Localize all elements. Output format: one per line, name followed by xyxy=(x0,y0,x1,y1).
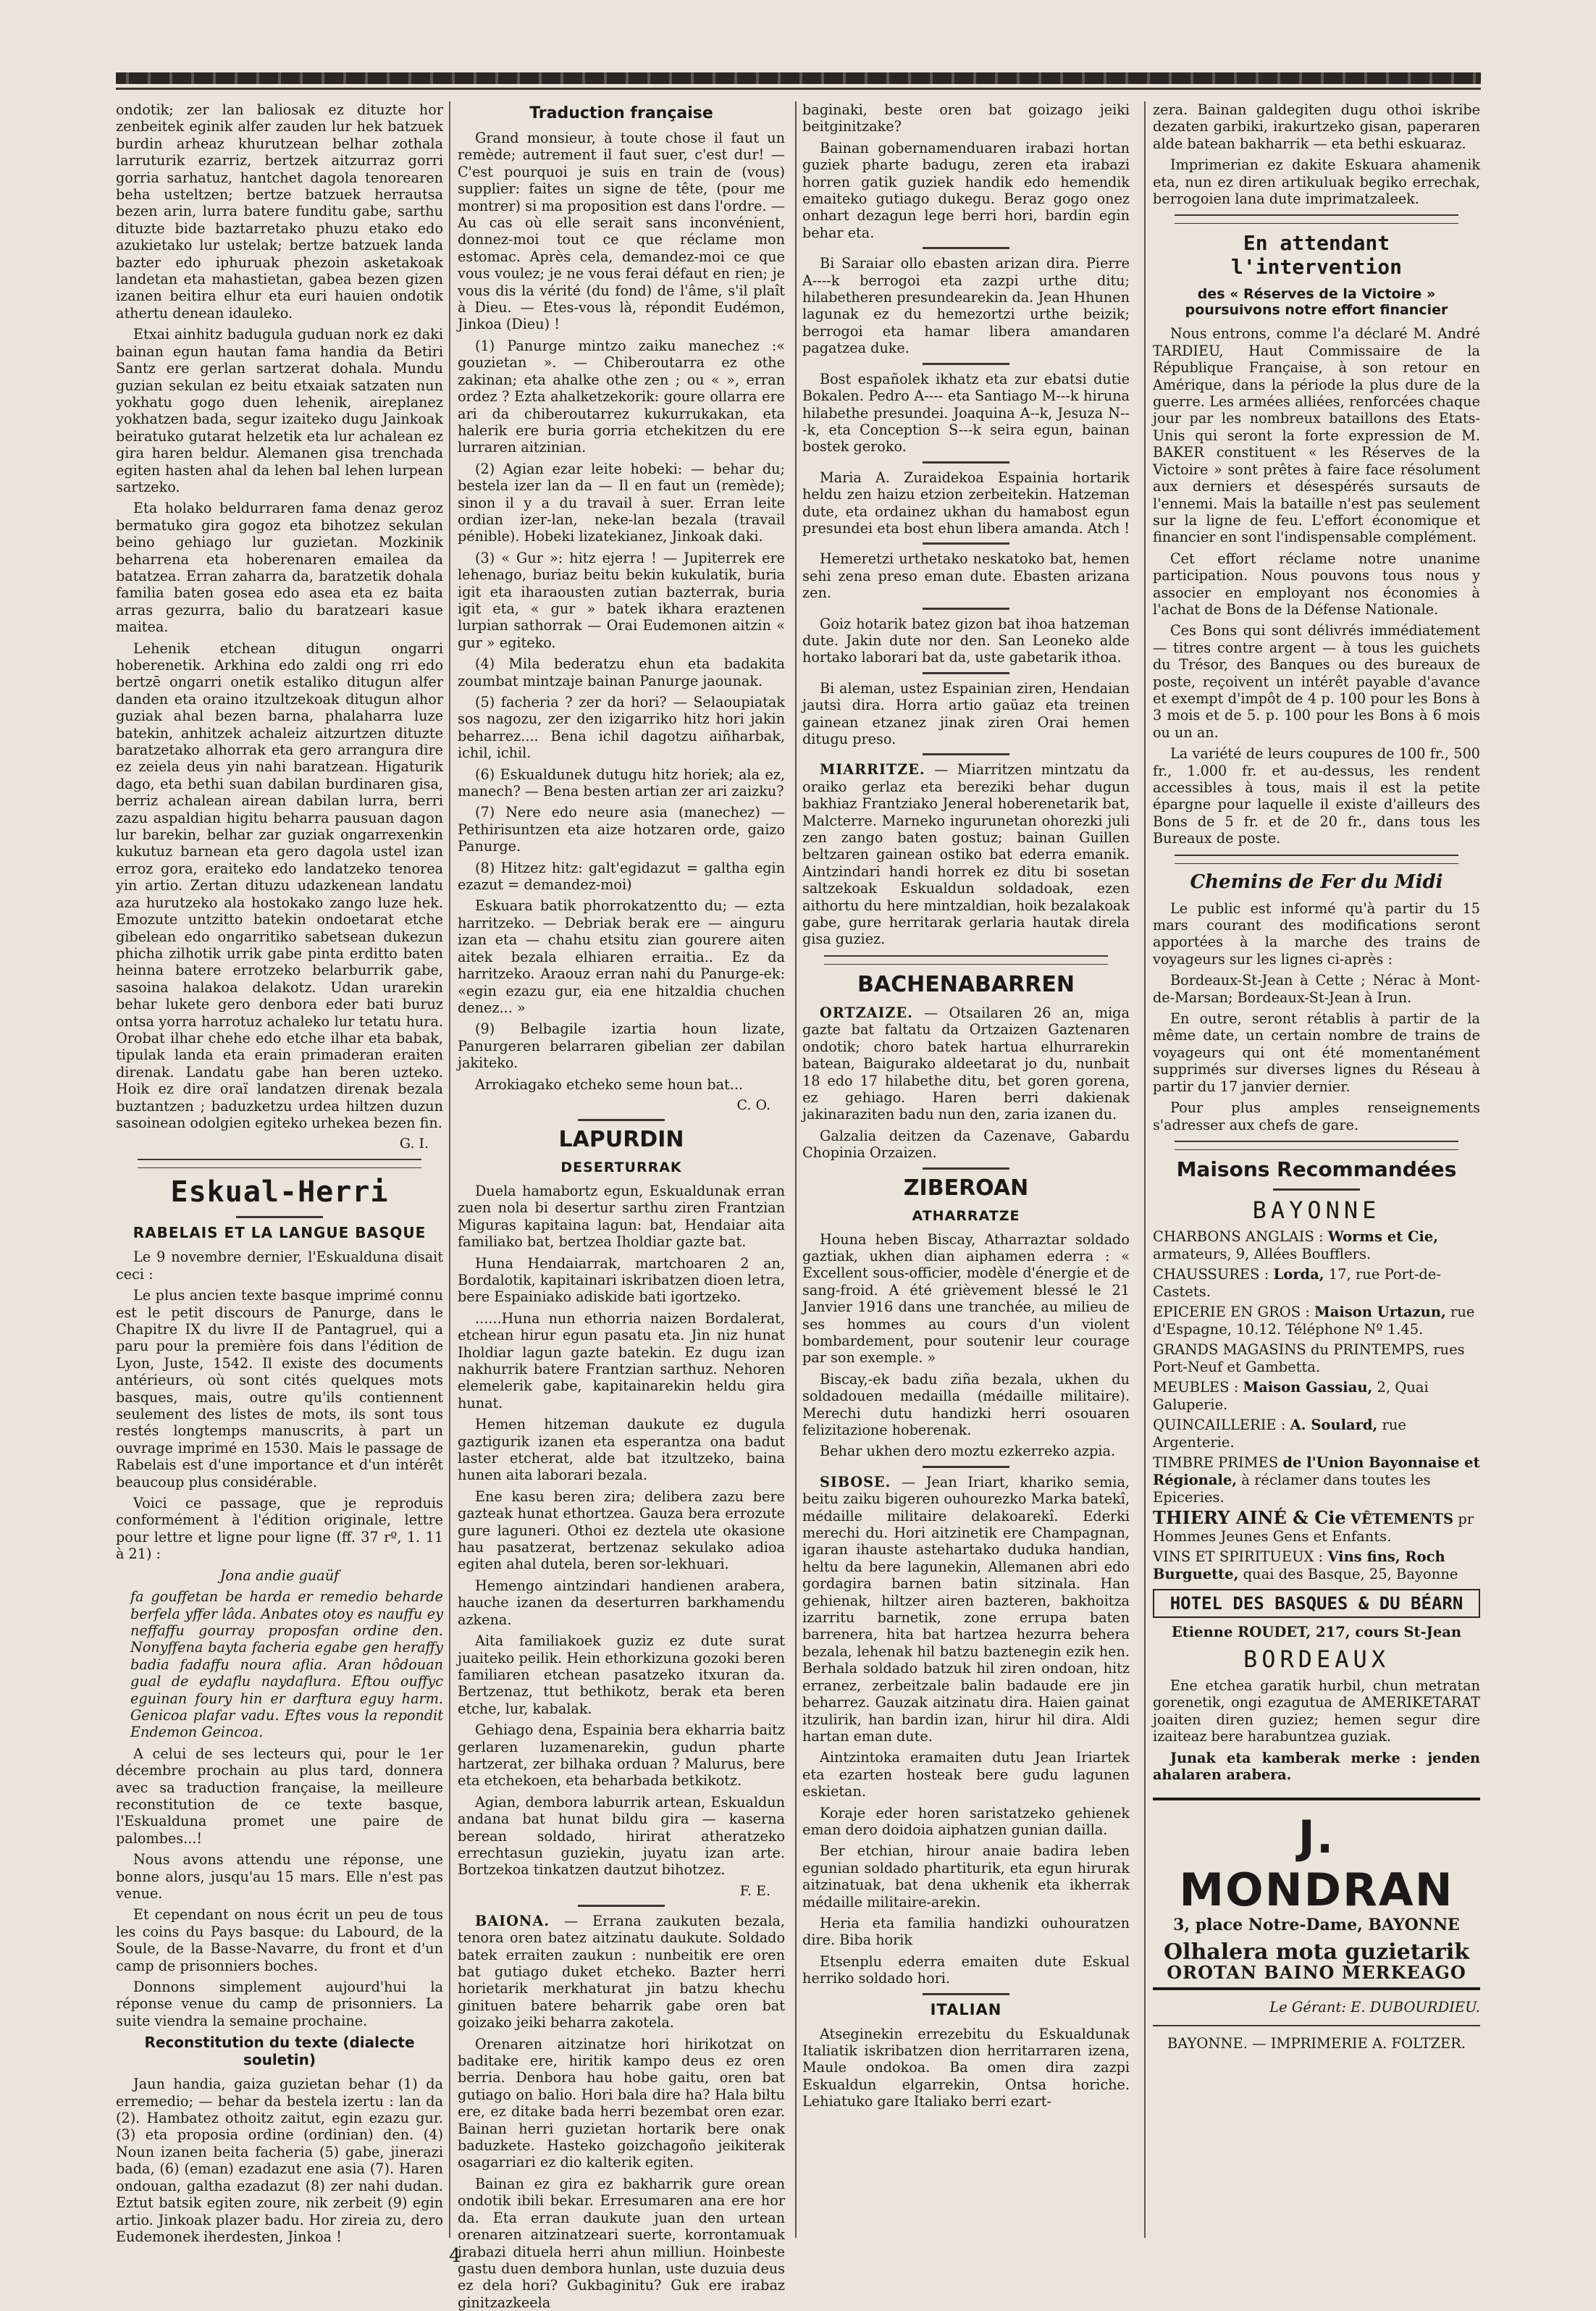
ad-name: A. Soulard, xyxy=(1290,1416,1378,1433)
section-subtitle: DESERTURRAK xyxy=(560,1159,682,1175)
article-paragraph: Nous entrons, comme l'a déclaré M. André TARDIEU, Haut Commissaire de la République Française, à son retour en Amérique, dans la période la plus dure de la guerre. Les armées alliées, renforcées chaque jour par les nombreux bataillons des Etats-Unis qui seront la forte expression de M. BAKER constituent « les Réserves de la Victoire » sont prêtes à faire face résolument aux derniers et désespérés sursauts de l'ennemi. Mais la bataille n'est pas seulement sur la ligne de feu. L'effort économique et financier en sont l'indispensable complément. xyxy=(1153,325,1480,546)
verse-text: fa gouffetan be harda er remedio beharde berfela yffer lâda. Anbates otoy es nauffu ey neffaffu gourray proposfan ordine den. Nonyffena bayta facheria egabe gen heraffy badia fadaffu noura aflia. Aran hôdouan gual de eydaflu naydaflura. Eftou ouffyc eguinan foury hin er darftura eguy harm. Genicoa plafar vadu. Eftes vous la repondit Endemon Geincoa. xyxy=(130,1588,443,1741)
hotel-address: Etienne ROUDET, 217, cours St-Jean xyxy=(1171,1623,1462,1640)
ornament-rule xyxy=(578,1119,665,1121)
ornament-rule xyxy=(923,1466,1009,1468)
top-rule xyxy=(116,72,1481,84)
section-title-italian: ITALIAN xyxy=(930,2000,1002,2018)
article-paragraph: Hemeretzi urthetako neskatoko bat, hemen sehi zena preso eman dute. Ebasten arizana zen. xyxy=(802,550,1130,602)
article-paragraph: Bordeaux-St-Jean à Cette ; Nérac à Mont-de-Marsan; Bordeaux-St-Jean à Irun. xyxy=(1153,972,1480,1006)
ad-name: VÊTEMENTS xyxy=(1350,1510,1454,1527)
page-number: 4 xyxy=(449,2245,461,2267)
footer-rule xyxy=(1153,2025,1480,2026)
section-subtitle: RABELAIS ET LA LANGUE BASQUE xyxy=(133,1224,427,1242)
ornament-rule xyxy=(923,753,1009,755)
top-rule-thin xyxy=(116,88,1481,90)
ornament-rule xyxy=(923,1167,1009,1170)
advertisement xyxy=(1153,1417,1480,1451)
section-subtitle: Reconstitution du texte (dialecte souletin) xyxy=(144,2034,415,2069)
section-title: Traduction française xyxy=(529,104,713,122)
footnote: (5) facheria ? zer da hori? — Selaoupiatak sos nagozu, zer den izigarriko hitz hori jakin beharrez.... Bena ichil dagotzu aiñharbak, ichil, ichil. xyxy=(458,694,785,762)
ornament-rule xyxy=(236,1216,323,1218)
column-4 xyxy=(1153,101,1480,2231)
signature: G. I. xyxy=(399,1136,429,1152)
article-paragraph: Jaun handia, gaiza guzietan behar (1) da erremedio; — behar da bestela izertu : lan da (2). Hambatez othoitz zaitut, egin ezazu gur. (3) eta proposia ordine (ordinian) den. (4) Noun izanen beita facheria (5) gabe, jinerazi bada, (6) (eman) ezadazut ene asia (7). Haren ondouan, galtha ezadazut (8) zer nahi dudan. Eztut batsik egiten zoure, nik zerbeit (9) egin artio. Jinkoak plazer badu. Hor zireia zu, dero Eudemonek iherdesten, Jinkoa ! xyxy=(116,2076,443,2245)
article-text: — Errana zaukuten bezala, tenora oren batez aitzinatu daukute. Soldado batek erraiten zaukun : nunbeitik ere oren bat gutiago duket etcheko. Bazter herri horietarik merkhaturat jin batzu khechu ginituen batere beharrik gabe oren bat goizako jeiki beharra zakotela. xyxy=(458,1912,786,2031)
article-paragraph: Koraje eder horen saristatzeko gehienek eman dero doidoia aiphatzen gunian dailla. xyxy=(802,1804,1130,1838)
article-paragraph: Nous avons attendu une réponse, une bonne alors, jusqu'au 15 mars. Elle n'est pas venue. xyxy=(116,1851,443,1902)
column-2 xyxy=(458,101,786,2311)
article-paragraph: Huna Hendaiarrak, martchoaren 2 an, Bordalotik, kapitainari iskribatzen dioen letra, bere Espainiako adiskide bati igortzeko. xyxy=(458,1254,785,1306)
footnote: (4) Mila bederatzu ehun eta badakita zoumbat mintzaje bainan Panurge jaounak. xyxy=(458,655,785,689)
ornament-rule xyxy=(923,542,1009,545)
advertisement xyxy=(1153,1506,1480,1545)
footnote: (2) Agian ezar leite hobeki: — behar du; bestela izer lan da — Il en faut un (remède); sinon il y a du travail à suer. Erran leite ordian izer-lan, neke-lan bezala (travail pénible). Hobeki lizatekianez, Jinkoak daki. xyxy=(458,460,785,545)
ad-name: de l'Union Bayonnaise et Régionale, xyxy=(1153,1454,1480,1488)
article-paragraph: ......Huna nun ethorria naizen Bordalerat, etchean hirur egun pasatu eta. Jin niz hunat Iholdiar lagun gazte batekin. Ez dugu izan nakhurrik batere Frantzian sarthuz. Nehoren elemelerik gabe, kapitainarekin heldu gira hunat. xyxy=(458,1309,785,1412)
ornament-rule xyxy=(1175,1141,1458,1150)
ornament-rule xyxy=(1273,1188,1360,1191)
ornament-rule xyxy=(923,363,1009,365)
article-paragraph: Arrokiagako etcheko seme houn bat... xyxy=(475,1075,744,1093)
ad-label: VINS ET SPIRITUEUX : xyxy=(1153,1548,1324,1565)
ad-name: Vins fins, Roch Burguette, xyxy=(1153,1548,1445,1582)
ad-label: MEUBLES : xyxy=(1153,1378,1239,1396)
ad-label: CHARBONS ANGLAIS : xyxy=(1153,1228,1324,1245)
mondran-address: 3, place Notre-Dame, BAYONNE xyxy=(1173,1916,1460,1935)
article-paragraph: Hemen hitzeman daukute ez dugula gaztigurik izanen eta esperantza ona badut laster etcherat, alde bat itzultzeko, baina hunen aita laborari bezala. xyxy=(458,1416,785,1484)
city-heading: BAYONNE xyxy=(1252,1196,1381,1224)
article-paragraph: ondotik; zer lan baliosak ez dituzte hor zenbeitek eginik alfer zauden lur hek batzuek burdin arheaz khurutzean belhar zothala larruturik ezarriz, bertzek aitzurraz gorri gorria sarhatuz, hantchet dagola tenorearen beha usteltzen; bertze batzuek herrautsa bezen arin, lurra batere funditu gabe, sarthu dituzte bide baztarretako phuzu etako edo azukietako lur ustelak; bertze batzuek landa bazter edo iphuruak phezoin asketakoak landetan eta mahastietan, gabea bezen gizen izanen beitira elhur eta euri hauien ondotik athertu denean idauleko. xyxy=(116,101,443,322)
gerant-line: Le Gérant: E. DUBOURDIEU. xyxy=(1269,1999,1480,2016)
footnote: (7) Nere edo neure asia (manechez) — Pethirisuntzen eta aize hotzaren orde, gaizo Panurge. xyxy=(458,804,785,855)
footnote: (6) Eskualdunek dutugu hitz horiek; ala ez, manech? — Bena besten artian zer ari zaizku? xyxy=(458,766,785,800)
section-masthead: Eskual-Herri xyxy=(170,1175,389,1209)
column-divider xyxy=(449,101,450,2238)
ornament-rule xyxy=(138,1159,421,1168)
article-paragraph: Eskuara batik phorrokatzentto du; — ezta harritzeko. — Debriak berak ere — ainguru izan eta — chahu etsitu zian gourere aiten aitek bezala elhiaren erraitia.. Ez da harritzeko. Araouz erran nahi du Panurge-ek: «egin ezazu gur, eia ene hitzaldia chuchen denez... » xyxy=(458,897,785,1016)
article-paragraph: Aita familiakoek guziz ez dute surat juaiteko peilik. Hein ethorkizuna gozoki beren familiaren etchean pasatzeko itxuran da. Bertzenaz, ttut bethikotz, berak eta beren etche, lur, kabalak. xyxy=(458,1632,785,1717)
article-paragraph: Ces Bons qui sont délivrés immédiatement — titres contre argent — à tous les guichets du Trésor, des Banques ou des bureaux de poste, reçoivent un intérêt payable d'avance et exempt d'impôt de 4 p. 100 pour les Bons à 3 mois et de 5. p. 100 pour les Bons à 6 mois ou un an. xyxy=(1153,622,1480,741)
ad-name: Maison Urtazun, xyxy=(1314,1303,1446,1320)
article-paragraph: Donnons simplement aujourd'hui la réponse venue du camp de prisonniers. La suite viendra la semaine prochaine. xyxy=(116,1979,443,2029)
article-paragraph: Bainan gobernamenduaren irabazi hortan guziek pharte badugu, zeren eta irabazi horren gatik guziek handik edo hemendik emaiteko gutiago dukegu. Beraz gogo onez onhart dezagun lege berri hori, bardin egin behar eta. xyxy=(802,139,1130,241)
ornament-rule xyxy=(824,955,1108,965)
ad-detail: à réclamer dans toutes les Epiceries. xyxy=(1153,1471,1431,1506)
section-title-chemins: Chemins de Fer du Midi xyxy=(1190,871,1443,893)
advertisement xyxy=(1153,1454,1480,1506)
article-text: — Miarritzen mintzatu da oraiko gerlaz eta bereziki behar dugun bakhiaz Frantziako Jeneral hoberenetarik bat, Malcterre. Marneko ingurunetan ohorezki juli zen zango baten gostuz; bainan Guillen beltzaren gainean ostiko bat ederra emanik. Aintzindari handi horrek ez ditu bi sosetan saltzekoak Eskualdun soldadoak, ezen aithortu du here mintzaldian, hoik bezalakoak gabe, gure herritarak gerlaria hautak direla gisa guziez. xyxy=(802,761,1130,948)
article-paragraph: Houna heben Biscay, Atharraztar soldado gaztiak, ukhen dian aiphamen ederra : « Excellent sous-officier, modèle d'énergie et de sang-froid. A été grièvement blessé le 21 Janvier 1916 dans une tranchée, au milieu de ses hommes au cours d'un violent bombardement, pour soutenir leur courage par son exemple. » xyxy=(802,1230,1130,1367)
ad-label: QUINCAILLERIE : xyxy=(1153,1416,1286,1433)
article-paragraph: Cet effort réclame notre unanime participation. Nous pouvons tous nous y associer en employant nos économies à l'achat de Bons de la Défense Nationale. xyxy=(1153,550,1480,618)
article-paragraph: Bost españolek ikhatz eta zur ebatsi dutie Bokalen. Pedro A---- eta Santiago M---k hiruna hilabethe presundei. Joaquina A--k, Jesuza N---k, eta Conception S---k seira egun, bainan bostek geroko. xyxy=(802,370,1130,456)
footnote: (9) Belbagile izartia houn lizate, Panurgeren belarraren gibelian zer dabilan jakiteko. xyxy=(458,1020,785,1072)
dateline-miarritze: MIARRITZE. xyxy=(820,761,925,779)
column-3 xyxy=(802,101,1130,2231)
verse-line: Jona andie guaüf xyxy=(219,1566,340,1584)
article-paragraph: Pour plus amples renseignements s'adresser aux chefs de gare. xyxy=(1153,1099,1480,1133)
ad-detail: rue d'Espagne, 10.12. Téléphone Nº 1.45. xyxy=(1153,1303,1475,1338)
footnote: (1) Panurge mintzo zaiku manechez :« gouzietan ». — Chiberoutarra ez othe zakinan; eta ahalke othe zen ; ou « », erran ordez ? Ezta ahalketzekorik: goure ollarra ere ari da chiberoutarrez kukurrukakan, eta halerik ere buria gorria etchekitzen du ere lurraren aitzinian. xyxy=(458,337,785,456)
ad-name: Worms et Cie, xyxy=(1327,1228,1439,1245)
article-paragraph: Ene etchea garatik hurbil, chun metratan gorenetik, ongi ezagutua de AMERIKETARAT joaiten diren guziez; hemen segur dire izaiteaz bere harabuntzea guziak. xyxy=(1153,1677,1480,1745)
ornament-rule xyxy=(923,461,1009,464)
article-paragraph: Ber etchian, hirour anaie badira leben egunian soldado phartiturik, eta egun hirurak aitzinatuak, bat dena ukhenik eta ikherrak médaille militaire-arekin. xyxy=(802,1842,1130,1911)
ad-label: TIMBRE PRIMES xyxy=(1153,1454,1279,1471)
article-paragraph: Le plus ancien texte basque imprimé connu est le petit discours de Panurge, dans le Chapitre IX du livre II de Pantagruel, qui a paru pour la première fois dans l'édition de Lyon, Juste, 1542. Il existe des documents antérieurs, où sont cités quelques mots basques, mais, outre qu'ils contiennent seulement des listes de mots, ils sont tous restés longtemps manuscrits, à part un ouvrage imprimé en 1530. Mais le passage de Rabelais est d'une importance et d'un intérêt beaucoup plus considérable. xyxy=(116,1287,443,1490)
signature: C. O. xyxy=(736,1096,770,1113)
ad-detail: 2, Quai Galuperie. xyxy=(1153,1378,1429,1413)
article-text: — Jean Iriart, khariko semia, beitu zaiku bigeren ouhourezko Marka batekî, médaille militaire delakoarekî. Ederki merechi du. Hori aitzinetik ere Champagnan, igaran ihauste astehartako duduka handian, heltu da bere lagunekin, Allemanen abri edo gordagira barnen batin sitzinala. Han gehienak, hiltzer airen bazteren, bakhoitza izarritu barnetik, zone errupa baten barrenera, hita bat hartzea hezurra behera bezala, lehenak hil batzu baztenegin ezik hen. Berhala soldado batzuk hil ziren ondoan, hitz erranez, zerbeitzale balin badaude ere jin beharrez. Gauzak aitzinatu dira. Haien gainat itzulirik, han bardin izan, hirur hil dira. Aldi hartan eman dute. xyxy=(802,1473,1130,1745)
advertisement xyxy=(1153,1548,1480,1583)
article-paragraph: Maria A. Zuraidekoa Espainia hortarik heldu zen haizu etzion zerbeitekin. Hatzeman dute, eta ordainez ukhan du hamabost egun presundei eta bost ehun libera amanda. Atch ! xyxy=(802,469,1130,537)
article-paragraph: Duela hamabortz egun, Eskualdunak erran zuen nola bi desertur sarthu ziren Frantzian Miguras kapitaina lagun: bat, Hendaiar aita familiako bat, bertzea Iholdiar gazte bat. xyxy=(458,1182,785,1251)
article-paragraph: Behar ukhen dero moztu ezkerreko azpia. xyxy=(820,1443,1116,1460)
article-paragraph: Bi aleman, ustez Espainian ziren, Hendaian jautsi dira. Horra artio gaüaz eta treinen gainean etzanez jinak ziren Orai hemen ditugu preso. xyxy=(802,679,1130,747)
ad-detail: quai des Basque, 25, Bayonne xyxy=(1243,1565,1458,1582)
ornament-rule xyxy=(923,247,1009,249)
ornament-rule xyxy=(1175,855,1458,864)
footnote: (8) Hitzez hitz: galt'egidazut = galtha egin ezazut = demandez-moi) xyxy=(458,859,785,894)
ornament-rule xyxy=(1175,214,1458,224)
ornament-rule xyxy=(923,1993,1009,1995)
ornament-rule xyxy=(923,608,1009,610)
hotel-banner: HOTEL DES BASQUES & DU BÉARN xyxy=(1153,1589,1480,1618)
article-paragraph: Eta holako beldurraren fama denaz geroz bermatuko gira gogoz eta bihotzez sekulan beino gehiago lur guzietan. Mozkinik beharrena eta hoberenaren emailea da batatzea. Erran zaharra da, baratzetik dohala familia baten gosea edo asea eta ez baita arras gezurra, balio du baratzeari kasue maitea. xyxy=(116,500,443,636)
city-heading: BORDEAUX xyxy=(1243,1645,1390,1673)
advertisement xyxy=(1153,1379,1480,1414)
article-paragraph: Voici ce passage, que je reproduis conformément à l'édition originale, lettre pour lettre et ligne pour ligne (ff. 37 rº, 1. 11 à 21) : xyxy=(116,1495,443,1563)
article-paragraph: Hemengo aintzindari handienen arabera, hauche izanen da deserturren barkhamendu azkena. xyxy=(458,1577,785,1628)
mondran-tagline: Olhalera mota guzietarik xyxy=(1163,1939,1470,1966)
advertisement xyxy=(1153,1266,1480,1301)
article-paragraph: Biscay,-ek badu ziña bezala, ukhen du soldadouen medailla (médaille militaire). Merechi dutu handizki herri osouaren felizitazione hoberenak. xyxy=(802,1370,1130,1438)
ad-detail: rues Port-Neuf et Gambetta. xyxy=(1153,1341,1465,1375)
ad-label: THIERY AINÉ & Cie xyxy=(1153,1506,1346,1528)
article-paragraph: A celui de ses lecteurs qui, pour le 1er décembre prochain au plus tard, donnera avec sa traduction française, la meilleure reconstitution de ce texte basque, l'Eskualduna promet une paire de palombes...! xyxy=(116,1745,443,1847)
article-paragraph: La variété de leurs coupures de 100 fr., 500 fr., 1.000 fr. et au-dessus, les rendent accessibles à tous, mais il est la petite épargne pour laquelle il existe d'ailleurs des Bons de 5 fr. et de 20 fr., dans tous les Bureaux de poste. xyxy=(1153,745,1480,847)
ad-detail: armateurs, 9, Allées Boufflers. xyxy=(1153,1245,1372,1262)
article-paragraph: Et cependant on nous écrit un peu de tous les coins du Pays basque: du Labourd, de la Soule, de la Basse-Navarre, du front et d'un camp de prisonniers boches. xyxy=(116,1906,443,1974)
mondran-title: J. MONDRAN xyxy=(1179,1811,1454,1917)
article-paragraph: Bainan ez gira ez bakharrik gure orean ondotik ibili bekar. Erresumaren ana ere hor da. Eta erran daukute juan den urtean orenaren aitzinatzeari suerte, korrontamuak irabazi dituela herri ahun milliun. Hoinbeste gastu duen dembora hunlan, uste duzuia deus ez dela hori? Gukbaginitu? Guk ere irabaz ginitzazkeela xyxy=(458,2175,785,2311)
advertisement xyxy=(1153,1228,1480,1263)
ad-label: GRANDS MAGASINS du PRINTEMPS, xyxy=(1153,1341,1429,1358)
advertisement xyxy=(1153,1304,1480,1338)
article-paragraph: Grand monsieur, à toute chose il faut un remède; autrement il faut suer, c'est dur! — C'est pourquoi je suis en train de (vous) supplier: faites un signe de tête, (pour me montrer) si ma proposition est dans l'ordre. — Au cas où elle serait sans inconvénient, donnez-moi tout ce que réclame mon estomac. Après cela, demandez-moi ce que vous voulez; je ne vous ferai défaut en rien; je vous dis la vérité (du fond) de l'âme, s'il plaît à Dieu. — Etes-vous là, répondit Eudémon, Jinkoa (Dieu) ! xyxy=(458,130,785,333)
article-paragraph: Bi Saraiar ollo ebasten arizan dira. Pierre A----k berrogoi eta zazpi urthe ditu; hilabetheren presundearekin da. Jean Hhunen lagunak ez du hemezortzi urthe beizik; berrogoi eta hamar libera amandaren pagatzea duke. xyxy=(802,255,1130,357)
mondran-slogan: OROTAN BAINO MERKEAGO xyxy=(1167,1962,1466,1984)
article-text: — Otsailaren 26 an, miga gazte bat faltatu da Ortzaizen Gaztenaren ondotik; choro batek hartua elhurrarekin batean, Baigurako aldeetarat jo du, nunbait 18 edo 17 hilabethe ditu, bet goren gorena, ez gehiago. Haren berri dakienak jakinaraziten badu nun den, zaria izanen du. xyxy=(802,1004,1130,1123)
dateline-baiona: BAIONA. xyxy=(475,1912,550,1929)
article-paragraph: Le public est informé qu'à partir du 15 mars courant des modifications seront apportées à la marche des trains de voyageurs sur les lignes ci-après : xyxy=(1153,899,1480,968)
ad-detail: 17, rue Port-de-Castets. xyxy=(1153,1265,1442,1300)
ornament-rule xyxy=(578,1905,665,1907)
ad-label: CHAUSSURES : xyxy=(1153,1265,1269,1283)
article-paragraph: Heria eta familia handizki ouhouratzen dire. Biba horik xyxy=(802,1914,1130,1949)
mondran-advertisement xyxy=(1153,1798,1480,1990)
article-paragraph: Le 9 novembre dernier, l'Eskualduna disait ceci : xyxy=(116,1249,443,1283)
advertisement xyxy=(1153,1341,1480,1376)
article-paragraph: baginaki, beste oren bat goizago jeiki beitginitzake? xyxy=(802,101,1130,135)
article-paragraph: Lehenik etchean ditugun ongarri hoberenetik. Arkhina edo zaldi ong rri edo bertzē ongarri onetik estaliko ditugun alfer danden eta oraino itzultzekoak ditugun alhor guziak ahal bezen barna, phalaharra luze batekin, anhitzek achaleiz aitzurtzen dituzte baratzetako alhorrak eta gero arrangura dire ez zeiela deus yin nahi baratzean. Higaturik dago, eta bethi suan dabilan burdinaren gisa, berriz achalean airean dabilan lurra, berri zazu aspaldian higitu beharra pausuan dagon lur barekin, belhar zar guziak ongarrexenkin kukutuz barnean eta gero dagola ustel izan erroz gora, eraiteko edo landatzeko tenorea yin artio. Zertan dituzu udazkenean landatu aza hurutzeko ala hostokako zango luze hek. Emozute untzitto batekin ondoetarat etche gibelean edo ongarritiko sabetsean dukezun phicha zilhotik urrik gabe pinta erditto baten heinna batere errotzeko belarburrik gabe, sasoina halakoa delakotz. Udan urarekin behar lukete gero denbora eder bati buruz ontsa yorra harrotuz achaleko lur tetatu hura. Orobat ilhar chehe edo etche ilhar eta babak, tipulak landa eta erain primaderan eraiten direnak. Landatu gabe han beren uzteko. Hoik ez dire oraï landatzen direnak bezala buztantzen ; baduzketzu urdea hiltzen duzun sasoinean odolgien egiteko urhekea bezen fin. xyxy=(116,639,443,1131)
article-paragraph: Gehiago dena, Espainia bera ekharria baitz gerlaren luzamenarekin, gudun pharte hartzerat, zer bilhaka orduan ? Malurus, bere eta etchekoen, eta beharbada betkikotz. xyxy=(458,1721,785,1790)
article-paragraph: En outre, seront rétablis à partir de la même date, un certain nombre de trains de voyageurs qui ont été momentanément supprimés sur diverses lignes du Réseau à partir du 17 janvier dernier. xyxy=(1153,1010,1480,1095)
ad-name: Lorda, xyxy=(1273,1265,1324,1283)
dateline-ortzaize: ORTZAIZE. xyxy=(820,1004,913,1021)
ornament-rule xyxy=(923,672,1009,674)
article-paragraph: Agian, dembora laburrik artean, Eskualdun andana bat hunat bildu gira — kaserna berean soldado, hirirat atheratzeko errechtasun guziekin, juyatu izan arte. Bortzekoa tinkatzen dautzut bihotzez. xyxy=(458,1793,785,1879)
article-paragraph: zera. Bainan galdegiten dugu othoi iskribe dezaten garbiki, irakurtzeko gisan, paperaren alde batean bakharrik — eta bethi eskuaraz. xyxy=(1153,101,1480,152)
section-title-bachenabarren: BACHENABARREN xyxy=(857,971,1075,997)
article-paragraph: Junak eta kamberak merke : jenden ahalaren arabera. xyxy=(1153,1749,1480,1783)
column-divider xyxy=(1144,101,1146,2238)
article-paragraph: Galzalia deitzen da Cazenave, Gabardu Chopinia Orzaizen. xyxy=(802,1127,1130,1162)
section-title-lapurdin: LAPURDIN xyxy=(558,1126,684,1152)
article-paragraph: Aintzintoka eramaiten dutu Jean Iriartek eta ezarten hosteak bere gudu lagunen eskietan. xyxy=(802,1749,1130,1800)
section-title-ziberoan: ZIBEROAN xyxy=(903,1175,1029,1201)
ad-detail: rue Argenterie. xyxy=(1153,1416,1406,1451)
article-paragraph: Imprimerian ez dakite Eskuara ahamenik eta, nun ez diren artikuluak begiko errechak, berrogoien lana dute imprimatzaleek. xyxy=(1153,156,1480,208)
footnote: (3) « Gur »: hitz ejerra ! — Jupiterrek ere lehenago, buriaz beitu bekin kukulatik, buria igit eta iharaousten zutian bazterrak, buria igit eta, « gur » batek ikhara eraztenen lurpian sathorrak — Orai Eudemonen aitzin « gur » egiteko. xyxy=(458,549,785,651)
column-1 xyxy=(116,101,443,2245)
ad-name: Maison Gassiau, xyxy=(1243,1378,1373,1396)
article-paragraph: Etxai ainhitz badugula guduan nork ez daki bainan egun hautan fama handia da Betiri Santz ere gerlan sartzerat dohala. Mundu guzian sekulan ez beitu etxaiak satzaten nun yokhatu gogo duen lehenik, aireplanez yokhatzen bada, segur izaiteko dugu Jainkoak beiratuko gutarat helzetik eta lur achalean ez gira haren beldur. Alemanen gisa trenchada egiten hasten ahal da lehen bal lehen lurpean sartzeko. xyxy=(116,326,443,495)
signature: F. E. xyxy=(739,1882,770,1899)
imprimerie-line: BAYONNE. — IMPRIMERIE A. FOLTZER. xyxy=(1167,2035,1466,2052)
article-paragraph: Etsenplu ederra emaiten dute Eskual herriko soldado hori. xyxy=(802,1953,1130,1987)
column-divider xyxy=(795,101,797,2238)
article-paragraph: Atseginekin errezebitu du Eskualdunak Italiatik iskribatzen dion herritarraren izena, Maule ondokoa. Ba omen dira zazpi Eskualdun elgarrekin, Ontsa horiche. Lehiatuko gare Italiako berri ezart- xyxy=(802,2025,1130,2110)
article-paragraph: Goiz hotarik batez gizon bat ihoa hatzeman dute. Jakin dute nor den. San Leoneko alde hortako laborari bat da, uste gabetarik ithoa. xyxy=(802,615,1130,666)
section-subtitle: ATHARRATZE xyxy=(912,1207,1020,1224)
article-paragraph: Orenaren aitzinatze hori hirikotzat on baditake ere, hiritik kampo deus ez oren berria. Denbora hau hobe gaitu, oren bat gutiago on balio. Hori bala dire ha? Hala biltu ere, ez ditake bada herri bezembat oren ezar. Bainan herri guzietan hortarik bere onak baduzkete. Hasteko goizchagoño jeikiterak osagarriari ez dio kalterik egiten. xyxy=(458,2035,785,2171)
dateline-sibose: SIBOSE. xyxy=(820,1473,891,1490)
section-title-maisons: Maisons Recommandées xyxy=(1176,1157,1457,1181)
ad-label: EPICERIE EN GROS : xyxy=(1153,1303,1310,1320)
article-paragraph: Ene kasu beren zira; delibera zazu bere gazteak hunat ethortzea. Gauza bera errozute gure laguneri. Othoi ez deztela ute okasione hau pasatzerat, bertzenaz sekulako adioa egiten ahal dutela, beren sor-lekhuari. xyxy=(458,1488,785,1573)
section-subtitle: des « Réserves de la Victoire » poursuivons notre effort financier xyxy=(1185,286,1448,319)
ad-detail: pr Hommes Jeunes Gens et Enfants. xyxy=(1153,1510,1474,1545)
section-title-attendant: En attendant l'intervention xyxy=(1230,231,1402,280)
